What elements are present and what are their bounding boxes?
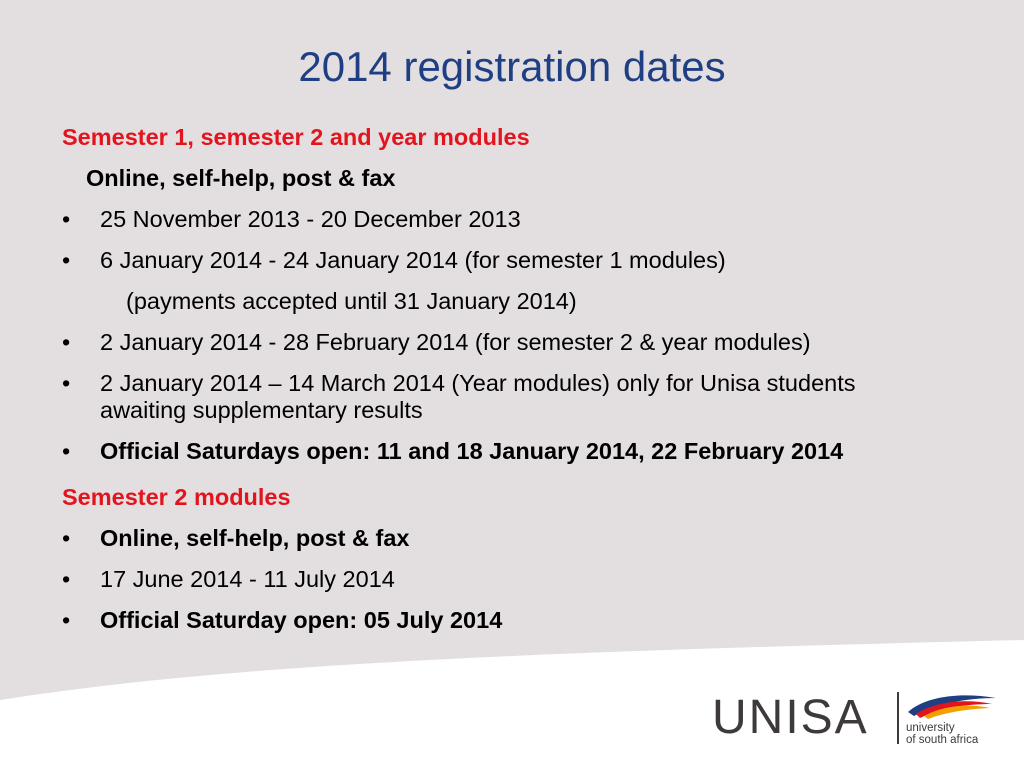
bullet-icon: • bbox=[62, 566, 71, 592]
bullet-icon: • bbox=[62, 247, 71, 273]
list-item bbox=[62, 438, 980, 465]
list-item bbox=[62, 607, 982, 634]
bullet-icon: • bbox=[62, 329, 71, 355]
heading-semester-2: Semester 2 modules bbox=[62, 484, 291, 510]
list-item-text: Official Saturday open: 05 July 2014 bbox=[100, 607, 503, 633]
logo-subtitle bbox=[906, 722, 978, 746]
subheading-channels: Online, self-help, post & fax bbox=[86, 165, 396, 191]
logo-subtitle-line-2: of south africa bbox=[906, 734, 979, 746]
logo-subtitle-line-1: university bbox=[906, 722, 955, 734]
list-item-text: 2 January 2014 – 14 March 2014 (Year modules) only for Unisa students awaiting supplementary results bbox=[100, 370, 856, 423]
bullet-icon: • bbox=[62, 438, 71, 464]
list-item-text: 17 June 2014 - 11 July 2014 bbox=[100, 566, 395, 592]
logo-wordmark: UNISA bbox=[712, 691, 869, 744]
list-item bbox=[62, 566, 982, 593]
payment-note: (payments accepted until 31 January 2014) bbox=[126, 288, 577, 314]
list-item-text: Online, self-help, post & fax bbox=[100, 525, 410, 551]
logo-divider bbox=[897, 692, 899, 744]
list-item-text: 2 January 2014 - 28 February 2014 (for semester 2 & year modules) bbox=[100, 329, 811, 355]
list-item bbox=[62, 206, 982, 233]
slide-title: 2014 registration dates bbox=[298, 43, 726, 90]
list-item bbox=[62, 370, 920, 424]
heading-semester-1-2-year: Semester 1, semester 2 and year modules bbox=[62, 124, 530, 150]
list-item-text: Official Saturdays open: 11 and 18 January 2014, 22 February 2014 bbox=[100, 438, 844, 464]
bullet-icon: • bbox=[62, 206, 71, 232]
bullet-icon: • bbox=[62, 607, 71, 633]
list-item-text: 6 January 2014 - 24 January 2014 (for semester 1 modules) bbox=[100, 247, 726, 273]
list-item bbox=[62, 329, 982, 356]
list-item-text: 25 November 2013 - 20 December 2013 bbox=[100, 206, 521, 232]
list-item bbox=[62, 525, 982, 552]
list-item bbox=[62, 247, 982, 274]
slide-content bbox=[62, 124, 982, 634]
bullet-icon: • bbox=[62, 370, 71, 396]
bullet-icon: • bbox=[62, 525, 71, 551]
unisa-logo bbox=[712, 690, 1002, 746]
logo-swoosh-icon bbox=[906, 690, 998, 720]
